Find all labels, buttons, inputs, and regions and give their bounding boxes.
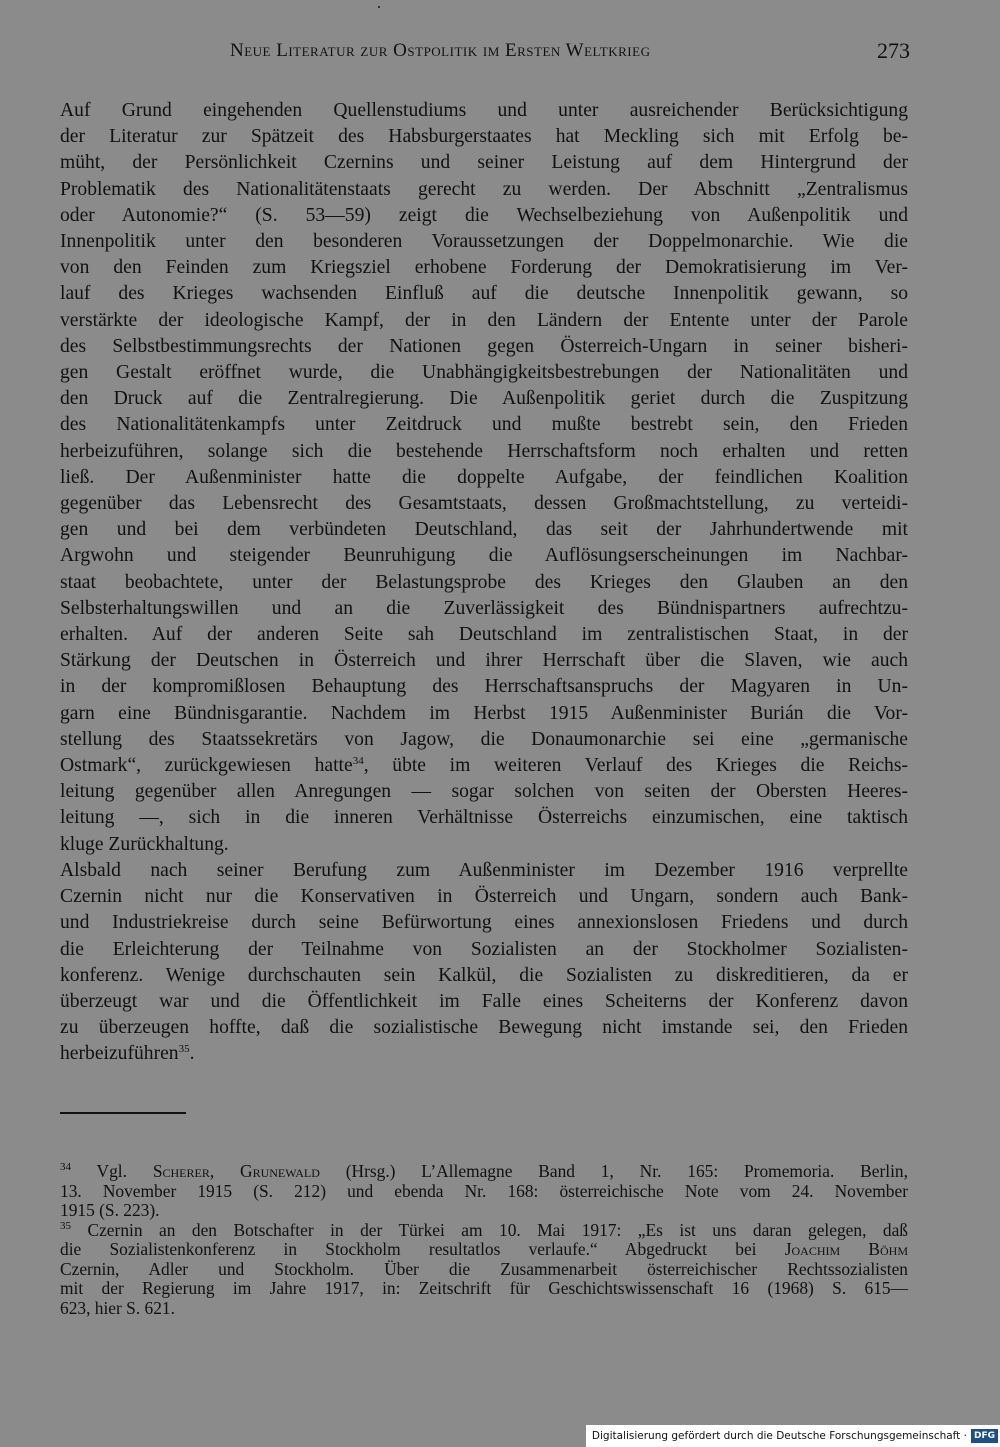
text-line: herbeizuführen, solange sich die bestehende Herrschaftsform noch erhalten und retten (60, 440, 908, 462)
footnote-marker: 35 (60, 1219, 71, 1232)
text-line: ließ. Der Außenminister hatte die doppelte Aufgabe, der feindlichen Koalition (60, 466, 908, 488)
text-line: gegenüber das Lebensrecht des Gesamtstaats, dessen Großmachtstellung, zu verteidi- (60, 493, 908, 515)
text-line: erhalten. Auf der anderen Seite sah Deutschland im zentralistischen Staat, in der (60, 624, 908, 646)
text-line: garn eine Bündnisgarantie. Nachdem im Herbst 1915 Außenminister Burián die Vor- (60, 702, 908, 724)
footnote-ref-34[interactable]: 34 (352, 755, 364, 768)
text-line: Problematik des Nationalitätenstaats gerecht zu werden. Der Abschnitt „Zentralismus (60, 178, 908, 200)
text-line: den Druck auf die Zentralregierung. Die Außenpolitik geriet durch die Zuspitzung (60, 388, 908, 410)
text-line: lauf des Krieges wachsenden Einfluß auf die deutsche Innenpolitik gewann, so (60, 283, 908, 305)
footnote-ref-35[interactable]: 35 (178, 1043, 190, 1056)
scan-speck (378, 6, 380, 8)
text-line: verstärkte der ideologische Kampf, der in den Ländern der Entente unter der Parole (60, 309, 908, 331)
text-line: die Erleichterung der Teilnahme von Sozialisten an der Stockholmer Sozialisten- (60, 938, 908, 960)
running-head: Neue Literatur zur Ostpolitik im Ersten Weltkrieg (230, 40, 651, 61)
text-line: und Industriekreise durch seine Befürwortung eines annexionslosen Friedens und durch (60, 912, 908, 934)
text-line: gen Gestalt eröffnet wurde, die Unabhängigkeitsbestrebungen der Nationalitäten und (60, 362, 908, 384)
paragraph-2-lines (60, 858, 908, 1041)
text-line: staat beobachtete, unter der Belastungsprobe des Krieges den Glauben an den (60, 571, 908, 593)
footnote-separator (60, 1112, 186, 1114)
text-line: leitung gegenüber allen Anregungen — sogar solchen von seiten der Obersten Heeres- (60, 781, 908, 803)
paragraph-1-lines-b (60, 779, 908, 858)
footnote-35: $^{35}$ Czernin an den Botschafter in der Türkei am 10. Mai 1917: „Es ist uns daran gelegen, daß die Sozialistenkonferenz in Stockholm resultatlos verlaufe.“ Abgedruckt bei Joachim Böhm Czernin, Adler und Stockholm. Über die Zusammenarbeit österreichischer Rechtssozialisten mit der Regierung im Jahre 1917, in: Zeitschrift für Geschichtswissenschaft 16 (1968) S. 615— 623, hier S. 621. (60, 1219, 909, 1318)
page-header (60, 38, 910, 72)
text-line: der Literatur zur Spätzeit des Habsburgerstaates hat Meckling sich mit Erfolg be- (60, 126, 908, 148)
dfg-logo-icon: DFG (971, 1429, 998, 1443)
text-line: in der kompromißlosen Behauptung des Herrschaftsanspruchs der Magyaren in Un- (60, 676, 908, 698)
text-line: Alsbald nach seiner Berufung zum Außenminister im Dezember 1916 verprellte (60, 859, 908, 881)
text-line: Auf Grund eingehenden Quellenstudiums und unter ausreichender Berücksichtigung (60, 100, 908, 121)
text-line: des Selbstbestimmungsrechts der Nationen gegen Österreich-Ungarn in seiner bisheri- (60, 335, 908, 357)
text-line: müht, der Persönlichkeit Czernins und seiner Leistung auf dem Hintergrund der (60, 152, 908, 174)
paragraph-1-lines-a (60, 98, 908, 753)
text-line: stellung des Staatssekretärs von Jagow, die Donaumonarchie sei eine „germanische (60, 728, 908, 750)
digitization-credit: Digitalisierung gefördert durch die Deutsche Forschungsgemeinschaft · DFG (586, 1425, 1000, 1447)
footnotes (60, 1162, 908, 1318)
footnote-marker: 34 (60, 1161, 71, 1173)
main-text (60, 98, 908, 1068)
text-line: des Nationalitätenkampfs unter Zeitdruck und mußte bestrebt sein, den Frieden (60, 414, 908, 436)
text-line: Argwohn und steigender Beunruhigung die Auflösungserscheinungen im Nachbar- (60, 545, 908, 567)
text-line: Ostmark“, zurückgewiesen hatte$^{34}$, übte im weiteren Verlauf des Krieges die Reichs- (60, 755, 908, 777)
text-line: Stärkung der Deutschen in Österreich und ihrer Herrschaft über die Slaven, wie auch (60, 650, 908, 672)
text-line: Selbsterhaltungswillen und an die Zuverlässigkeit des Bündnispartners aufrechtzu- (60, 597, 908, 619)
page-number: 273 (877, 38, 910, 63)
text-line: von den Feinden zum Kriegsziel erhobene Forderung der Demokratisierung im Ver- (60, 257, 908, 279)
text-line: kluge Zurückhaltung. (60, 833, 229, 855)
text-line: leitung —, sich in die inneren Verhältnisse Österreichs einzumischen, eine taktisch (60, 807, 908, 829)
text-line: Innenpolitik unter den besonderen Voraussetzungen der Doppelmonarchie. Wie die (60, 231, 908, 253)
text-line: konferenz. Wenige durchschauten sein Kalkül, die Sozialisten zu diskreditieren, da er (60, 964, 908, 986)
text-line: zu überzeugen hoffte, daß die sozialistische Bewegung nicht imstande sei, den Frieden (60, 1017, 908, 1039)
text-line: gen und bei dem verbündeten Deutschland, das seit der Jahrhundertwende mit (60, 519, 908, 541)
text-line: oder Autonomie?“ (S. 53—59) zeigt die Wechselbeziehung von Außenpolitik und (60, 204, 908, 226)
text-line: Czernin nicht nur die Konservativen in Österreich und Ungarn, sondern auch Bank- (60, 886, 908, 908)
text-line: überzeugt war und die Öffentlichkeit im Falle eines Scheiterns der Konferenz davon (60, 990, 908, 1012)
footnote-34: $^{34}$ Vgl. Scherer, Grunewald (Hrsg.) L’Allemagne Band 1, Nr. 165: Promemoria. Berlin, 13. November 1915 (S. 212) und ebenda Nr. 168: österreichische Note vom 24. November 1915 (S. 223). (60, 1161, 908, 1220)
text-line: herbeizuführen$^{35}$. (60, 1043, 195, 1065)
